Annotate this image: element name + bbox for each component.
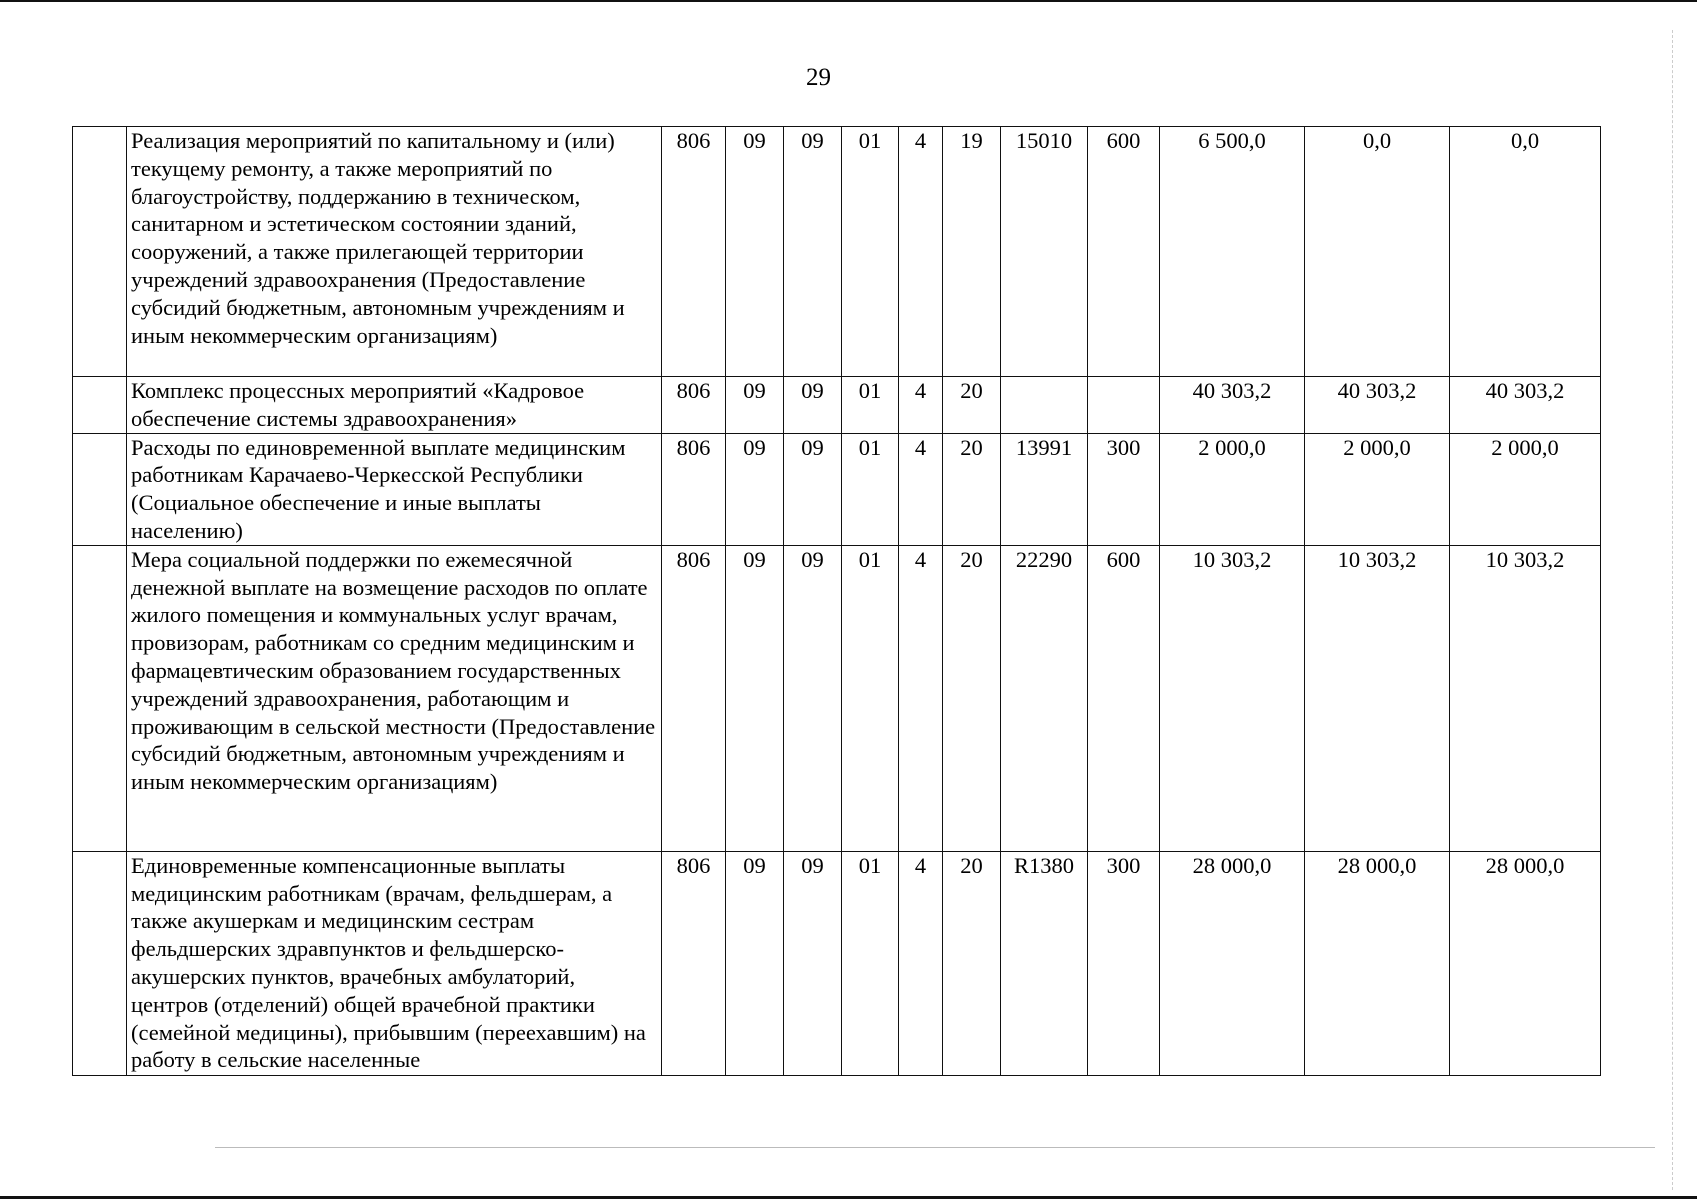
table-row	[73, 851, 1601, 1075]
subprogram-code-cell: 4	[899, 127, 943, 377]
event-code-cell: 20	[943, 851, 1001, 1075]
expense-type-cell: 600	[1088, 545, 1160, 851]
expense-type-cell: 300	[1088, 433, 1160, 545]
amount-year-2-cell: 2 000,0	[1305, 433, 1450, 545]
bottom-border-line	[0, 1196, 1697, 1199]
amount-year-1-cell: 2 000,0	[1160, 433, 1305, 545]
section-code-cell: 09	[726, 851, 784, 1075]
ministry-code-cell: 806	[662, 851, 726, 1075]
program-code-cell: 01	[842, 433, 899, 545]
direction-code-cell: R1380	[1001, 851, 1088, 1075]
subprogram-code-cell: 4	[899, 433, 943, 545]
table-row	[73, 377, 1601, 434]
amount-year-3-cell: 0,0	[1450, 127, 1601, 377]
amount-year-1-cell: 40 303,2	[1160, 377, 1305, 434]
amount-year-3-cell: 28 000,0	[1450, 851, 1601, 1075]
subprogram-code-cell: 4	[899, 377, 943, 434]
subprogram-code-cell: 4	[899, 851, 943, 1075]
ministry-code-cell: 806	[662, 545, 726, 851]
section-code-cell: 09	[726, 433, 784, 545]
ministry-code-cell: 806	[662, 127, 726, 377]
expense-type-cell: 300	[1088, 851, 1160, 1075]
event-code-cell: 19	[943, 127, 1001, 377]
amount-year-1-cell: 28 000,0	[1160, 851, 1305, 1075]
page-number: 29	[806, 64, 831, 91]
row-number-cell	[73, 851, 127, 1075]
ministry-code-cell: 806	[662, 433, 726, 545]
row-name-cell: Реализация мероприятий по капитальному и (или) текущему ремонту, а также мероприятий по благоустройству, поддержанию в техническом, санитарном и эстетическом состоянии зданий, сооружений, а также прилегающей территории учреждений здравоохранения (Предоставление субсидий бюджетным, автономным учреждениям и иным некоммерческим организациям)	[127, 127, 662, 377]
table-row	[73, 433, 1601, 545]
subsection-code-cell: 09	[784, 545, 842, 851]
table-row	[73, 127, 1601, 377]
amount-year-2-cell: 0,0	[1305, 127, 1450, 377]
scan-margin-line	[1672, 30, 1674, 1190]
expense-type-cell: 600	[1088, 127, 1160, 377]
section-code-cell: 09	[726, 545, 784, 851]
budget-table	[72, 126, 1601, 1076]
subsection-code-cell: 09	[784, 377, 842, 434]
amount-year-3-cell: 10 303,2	[1450, 545, 1601, 851]
direction-code-cell	[1001, 377, 1088, 434]
row-name-cell: Расходы по единовременной выплате медицинским работникам Карачаево-Черкесской Республики (Социальное обеспечение и иные выплаты населению)	[127, 433, 662, 545]
direction-code-cell: 13991	[1001, 433, 1088, 545]
row-name-cell: Комплекс процессных мероприятий «Кадровое обеспечение системы здравоохранения»	[127, 377, 662, 434]
section-code-cell: 09	[726, 127, 784, 377]
amount-year-3-cell: 2 000,0	[1450, 433, 1601, 545]
section-code-cell: 09	[726, 377, 784, 434]
amount-year-2-cell: 28 000,0	[1305, 851, 1450, 1075]
row-name-cell: Мера социальной поддержки по ежемесячной денежной выплате на возмещение расходов по оплате жилого помещения и коммунальных услуг врачам, провизорам, работникам со средним медицинским и фармацевтическим образованием государственных учреждений здравоохранения, работающим и проживающим в сельской местности (Предоставление субсидий бюджетным, автономным учреждениям и иным некоммерческим организациям)	[127, 545, 662, 851]
top-border-line	[0, 0, 1697, 2]
subprogram-code-cell: 4	[899, 545, 943, 851]
row-number-cell	[73, 433, 127, 545]
program-code-cell: 01	[842, 851, 899, 1075]
ministry-code-cell: 806	[662, 377, 726, 434]
event-code-cell: 20	[943, 545, 1001, 851]
amount-year-1-cell: 6 500,0	[1160, 127, 1305, 377]
row-name-cell: Единовременные компенсационные выплаты медицинским работникам (врачам, фельдшерам, а также акушеркам и медицинским сестрам фельдшерских здравпунктов и фельдшерско-акушерских пунктов, врачебных амбулаторий, центров (отделений) общей врачебной практики (семейной медицины), прибывшим (переехавшим) на работу в сельские населенные	[127, 851, 662, 1075]
table-row	[73, 545, 1601, 851]
direction-code-cell: 15010	[1001, 127, 1088, 377]
subsection-code-cell: 09	[784, 851, 842, 1075]
event-code-cell: 20	[943, 377, 1001, 434]
row-number-cell	[73, 127, 127, 377]
program-code-cell: 01	[842, 127, 899, 377]
event-code-cell: 20	[943, 433, 1001, 545]
row-number-cell	[73, 545, 127, 851]
amount-year-2-cell: 10 303,2	[1305, 545, 1450, 851]
program-code-cell: 01	[842, 545, 899, 851]
amount-year-3-cell: 40 303,2	[1450, 377, 1601, 434]
amount-year-2-cell: 40 303,2	[1305, 377, 1450, 434]
direction-code-cell: 22290	[1001, 545, 1088, 851]
faint-scan-line	[215, 1147, 1655, 1148]
program-code-cell: 01	[842, 377, 899, 434]
expense-type-cell	[1088, 377, 1160, 434]
amount-year-1-cell: 10 303,2	[1160, 545, 1305, 851]
row-number-cell	[73, 377, 127, 434]
subsection-code-cell: 09	[784, 433, 842, 545]
subsection-code-cell: 09	[784, 127, 842, 377]
